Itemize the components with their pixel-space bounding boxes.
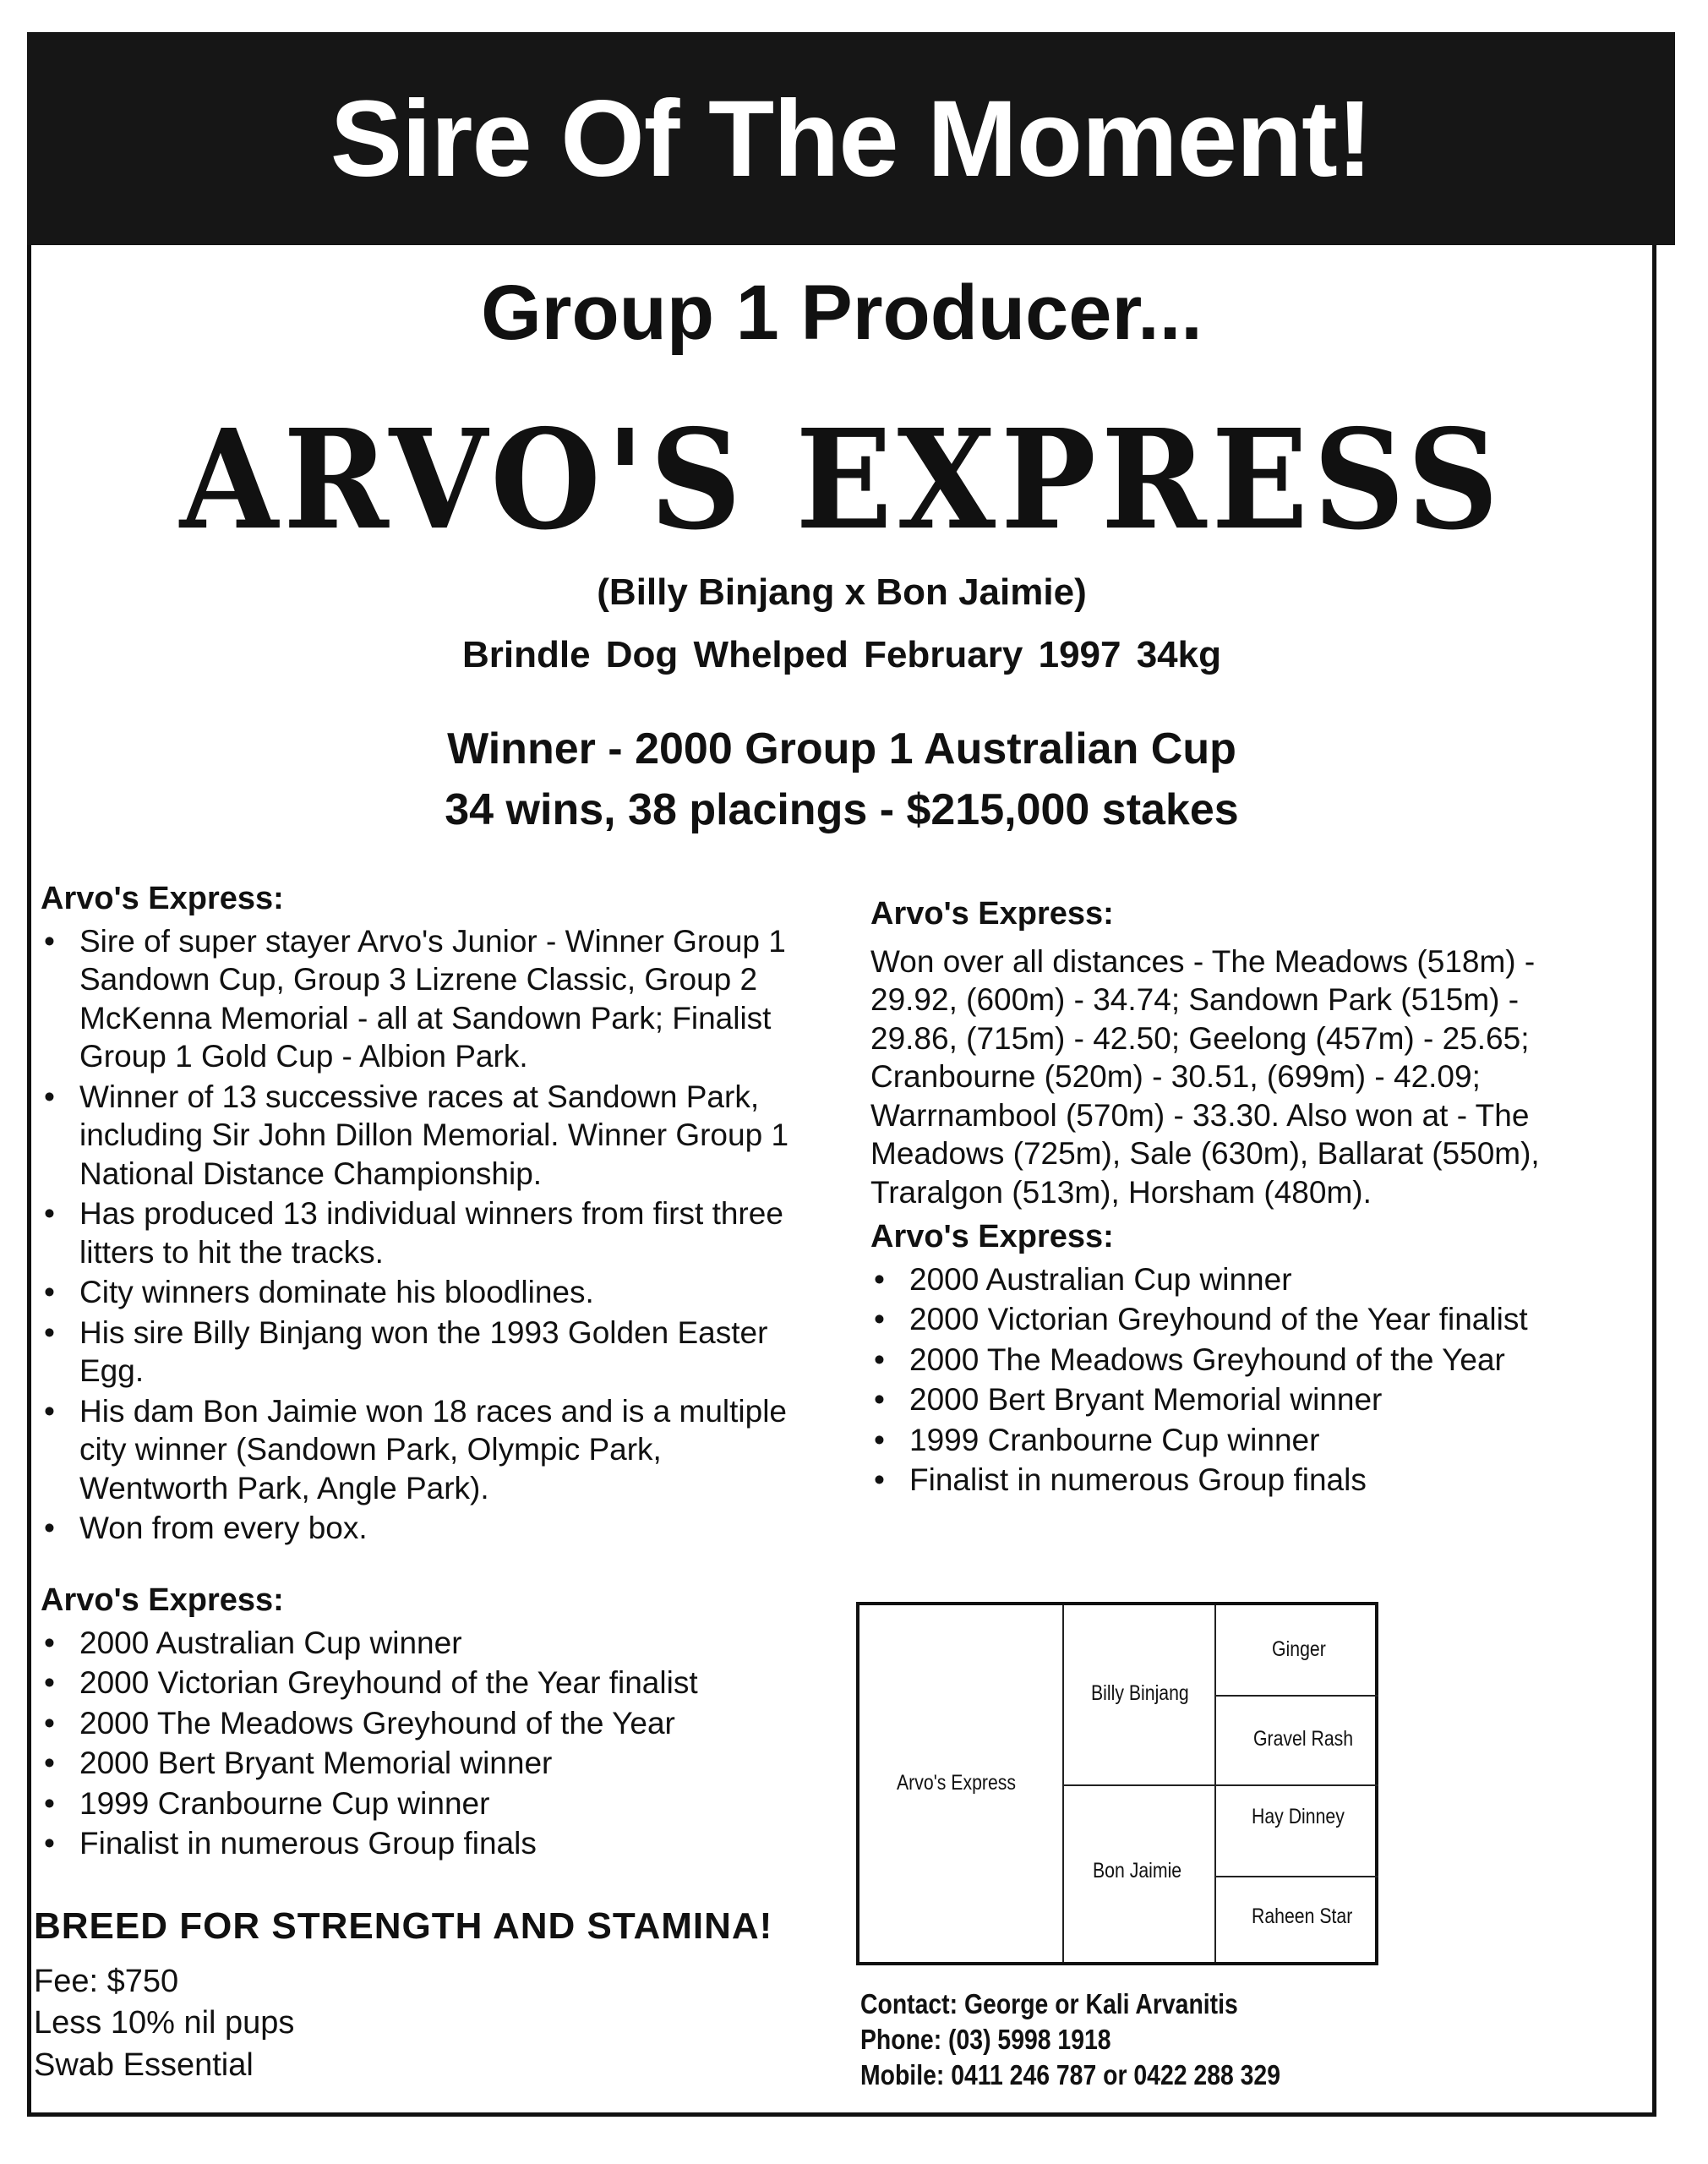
section-heading: Arvo's Express: (870, 1219, 1114, 1254)
pedigree-divider (1214, 1695, 1378, 1697)
list-item: • 2000 Victorian Greyhound of the Year finalist (41, 1664, 810, 1702)
contact-names: Contact: George or Kali Arvanitis (860, 1988, 1238, 2019)
contact-phone: Phone: (03) 5998 1918 (860, 2024, 1111, 2056)
pedigree-sire-sire: Ginger (1272, 1637, 1326, 1661)
pedigree-divider (1062, 1605, 1064, 1962)
stats-line: 34 wins, 38 placings - $215,000 stakes (445, 785, 1239, 834)
pedigree-divider (1214, 1876, 1378, 1877)
list-item: • Finalist in numerous Group finals (870, 1461, 1614, 1500)
fee-block (34, 1961, 294, 2086)
section-heading: Arvo's Express: (41, 1582, 284, 1618)
list-item: • Won from every box. (41, 1509, 810, 1548)
list-item: • 2000 Australian Cup winner (41, 1624, 810, 1663)
list-item: • 2000 Victorian Greyhound of the Year finalist (870, 1300, 1614, 1339)
list-item: • 2000 The Meadows Greyhound of the Year (41, 1704, 810, 1743)
pedigree-divider (1062, 1784, 1378, 1786)
contact-block (860, 1986, 1280, 2094)
swab-note: Swab Essential (34, 2047, 254, 2083)
winner-line: Winner - 2000 Group 1 Australian Cup (447, 724, 1236, 773)
fee-amount: Fee: $750 (34, 1964, 179, 1999)
list-item: • Winner of 13 successive races at Sandown Park, including Sir John Dillon Memorial. Winner Group 1 National Distance Championship. (41, 1078, 810, 1194)
list-item: • 2000 The Meadows Greyhound of the Year (870, 1341, 1614, 1380)
pedigree-sire-dam: Gravel Rash (1253, 1727, 1354, 1751)
achievement-list (870, 1260, 1614, 1500)
list-item: • Has produced 13 individual winners from first three litters to hit the tracks. (41, 1194, 810, 1271)
list-item: • City winners dominate his bloodlines. (41, 1273, 810, 1312)
left-section-2 (41, 1581, 810, 1865)
contact-mobile: Mobile: 0411 246 787 or 0422 288 329 (860, 2059, 1280, 2091)
fee-discount: Less 10% nil pups (34, 2005, 295, 2041)
banner-title: Sire Of The Moment! (330, 78, 1372, 199)
pedigree-divider (1214, 1605, 1216, 1962)
subhead: Group 1 Producer... (481, 270, 1203, 356)
pedigree-chart (856, 1602, 1378, 1965)
list-item: • Finalist in numerous Group finals (41, 1824, 810, 1863)
list-item: • 2000 Bert Bryant Memorial winner (41, 1744, 810, 1783)
list-item: • His sire Billy Binjang won the 1993 Golden Easter Egg. (41, 1314, 810, 1391)
section-heading: Arvo's Express: (41, 881, 284, 916)
right-section-2 (870, 1217, 1614, 1501)
achievement-list (41, 922, 810, 1548)
list-item: • His dam Bon Jaimie won 18 races and is a multiple city winner (Sandown Park, Olympic Park, Wentworth Park, Angle Park). (41, 1392, 810, 1508)
pedigree-sire: Billy Binjang (1091, 1681, 1189, 1705)
pedigree-dam-sire: Hay Dinney (1252, 1805, 1345, 1828)
list-item: • 2000 Australian Cup winner (870, 1260, 1614, 1299)
list-item: • Sire of super stayer Arvo's Junior - Winner Group 1 Sandown Cup, Group 3 Lizrene Classic, Group 2 McKenna Memorial - all at Sandown Park; Finalist Group 1 Gold Cup - Albion Park. (41, 922, 810, 1076)
dog-details: Brindle Dog Whelped February 1997 34kg (461, 634, 1221, 675)
pedigree-dam-dam: Raheen Star (1252, 1904, 1353, 1928)
right-section-1 (870, 894, 1614, 1211)
list-item: • 1999 Cranbourne Cup winner (870, 1421, 1614, 1460)
distance-record: Won over all distances - The Meadows (518m) - 29.92, (600m) - 34.74; Sandown Park (515m) - 29.86, (715m) - 42.50; Geelong (457m) - 25.65; Cranbourne (520m) - 30.51, (699m) - 42.09; Warrnambool (570m) - 33.30. Also won at - The Meadows (725m), Sale (630m), Ballarat (550m), Traralgon (513m), Horsham (480m). (870, 943, 1540, 1210)
pedigree-dog: Arvo's Express (897, 1771, 1017, 1795)
breed-slogan: BREED FOR STRENGTH AND STAMINA! (34, 1905, 773, 1947)
list-item: • 2000 Bert Bryant Memorial winner (870, 1380, 1614, 1419)
dog-name: ARVO'S EXPRESS (179, 399, 1504, 561)
parentage: (Billy Binjang x Bon Jaimie) (597, 571, 1087, 613)
left-section-1 (41, 879, 810, 1549)
section-heading: Arvo's Express: (870, 896, 1114, 932)
achievement-list (41, 1624, 810, 1863)
pedigree-dam: Bon Jaimie (1093, 1859, 1182, 1883)
list-item: • 1999 Cranbourne Cup winner (41, 1784, 810, 1823)
